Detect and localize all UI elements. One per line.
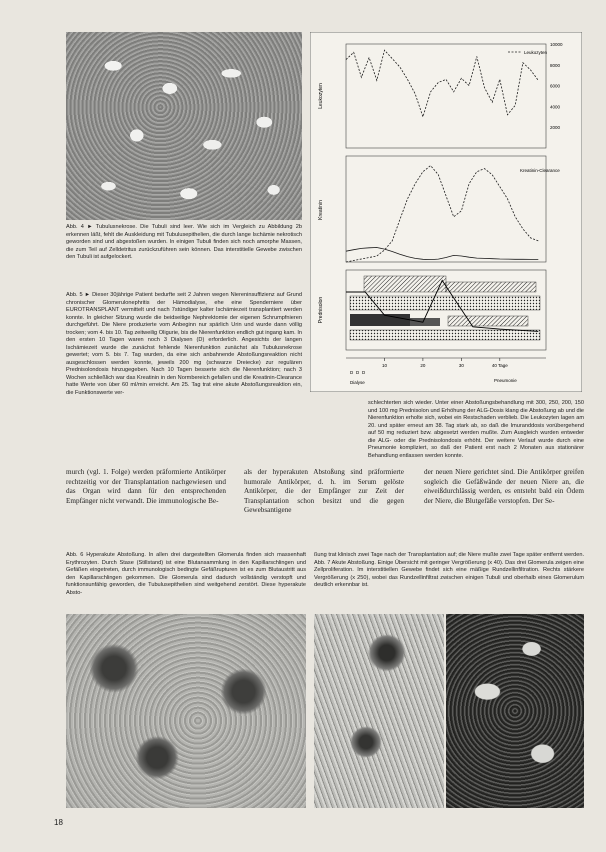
x-bottom-label-dialysis: Dialyse <box>350 380 365 385</box>
fig5-chart <box>310 32 582 392</box>
x-tick-label: 30 <box>458 363 464 368</box>
fig7-caption: ßung trat klinisch zwei Tage nach der Transplantation auf; die Niere mußte zwei Tage später entfernt werden. Abb. 7 Akute Abstoßung. Einige Übersicht mit geringer Vergrößerung (x 40). Das drei Glomerula zeigen eine Zellproliferation. Im interstitiellen Gewebe findet sich eine mäßige Rundzellinfiltration. Rechts stärkere Vergrößerung (x 250), wobei das Rundzellinfiltrat zwischen einigen Tubuli und oberhalb eines Glomerulum deutlich erkennbar ist. <box>314 552 584 588</box>
leukocyte-ytick-label: 2000 <box>550 125 561 131</box>
x-start-label-3: D <box>362 370 366 375</box>
page-number: 18 <box>54 818 63 827</box>
panel2-ylabel: Kreatinin <box>318 200 324 220</box>
x-tick-label: 10 <box>381 363 388 368</box>
panel1-ylabel: Leukozyten <box>318 83 324 109</box>
fig5-caption-right: schlechterten sich wieder. Unter einer Abstoßungsbehandlung mit 300, 250, 200, 150 und 100 mg Prednisolon und Erhöhung der ALG-Dosis klang die Abstoßung ab und die Nierenfunktion erholte sich, wobei ein Restschaden verblieb. Die Leukozyten lagen am 20. und später erneut am 38. Tag stark ab, so daß die Imuranddosis vorübergehend auf 50 mg reduziert bzw. abgesetzt werden mußte. Zum Ausgleich wurden entweder die ALG- oder die Prednisolondosis erhöht. Der weitere Verlauf wurde durch eine Pneumonie kompliziert, so daß der Patient erst nach 2 Monaten aus stationärer Behandlung entlassen werden konnte. <box>368 400 584 459</box>
x-tick-label: 40 Tage <box>491 363 508 368</box>
x-tick-label: 20 <box>420 363 426 368</box>
fig7-micrograph-high <box>446 614 584 808</box>
leukocyte-ytick-label: 10000 <box>550 42 563 47</box>
leukocyte-ytick-label: 6000 <box>550 83 561 89</box>
leukocyte-ytick-label: 8000 <box>550 62 561 68</box>
legend-leukocytes: Leukozyten <box>524 50 548 55</box>
fig5-caption-left: Abb. 5 ► Dieser 30jährige Patient bedurfte seit 2 Jahren wegen Niereninsuffizienz auf Grund chronischer Glomerulonephritis der Hämodialyse, ehe eine Spenderniere über EUROTRANSPLANT vermittelt und nach 7stündiger kalter Ischämiezeit transplantiert werden konnte. In gleicher Sitzung wurde die beidseitige Nephrektomie der eigenen Schrumpfnieren durchgeführt. Die Niere produzierte vom Anbeginn nur spärlich Urin und wurde dann völlig trocken; vom 4. bis 10. Tag zeitweilig Oligurie, bis die Nierenfunktion endlich gut ingang kam. In den ersten 10 Tagen waren noch 3 Dialysen (D) erforderlich. Angesichts der langen Ischämiezeit wurde die zunächst fehlende Nierenfunktion zunächst als Tubulusnekrose gewertet; vom 5. bis 7. Tag wurden, da eine sich anbahnende Abstoßungsreaktion nicht ausgeschlossen werden konnte, jeweils 200 mg (schwarze Dreiecke) zur regulären Prednisolondosis hinzugegeben. Nach 10 Tagen besserte sich die Nierenfunktion; nach 3 Wochen schließlich war das Kreatinin in den Normbereich gefallen und die Kreatinin-Clearance hatte Werte von über 60 ml/min erreicht. Am 25. Tag trat eine akute Abstoßungsreaktion ein, die Funktionswerte ver- <box>66 292 302 396</box>
body-column-3: der neuen Niere gerichtet sind. Die Antikörper greifen sogleich die Gefäßwände der neuen Niere an, die eiweißdurchlässig werden, es entsteht bald ein Ödem der Niere, die Blutgefäße verstopfen. Der Se- <box>424 468 584 505</box>
body-column-1: murch (vgl. 1. Folge) werden präformierte Antikörper rechtzeitig vor der Transplantation nachgewiesen und das Organ wird dann für den entsprechenden Empfänger nicht verwandt. Die immunologische Be- <box>66 468 226 505</box>
fig6-micrograph <box>66 614 306 808</box>
body-column-2: als der hyperakuten Abstoßung sind präformierte humorale Antikörper, d. h. im Serum gelöste Antikörper, die der Empfänger zur Zeit der Transplantation schon besitzt und die gegen Gewebsantigene <box>244 468 404 515</box>
leukocyte-ytick-label: 4000 <box>550 104 561 110</box>
panel3-ylabel: Prednisolon <box>318 296 324 324</box>
fig4-micrograph <box>66 32 302 220</box>
fig6-caption: Abb. 6 Hyperakute Abstoßung. In allen drei dargestellten Glomerula finden sich massenhaft Erythrozyten. Durch Stase (Stillstand) ist eine Blutansammlung in den Kapillarschlingen und Gefäßen eingetreten, durch immunologisch bedingte Gefäßrupturen ist es zum Blutaustritt aus den Kapillarschlingen gekommen. Die Glomerula sind dadurch vollständig verstopft und funktionsunfähig geworden, die Tubulusepithelien sind weitgehend zerstört. Diese hyperakute Absto- <box>66 552 306 596</box>
x-start-label-2: D <box>356 370 360 375</box>
x-bottom-label-pneumonia: Pneumonie <box>494 378 517 383</box>
fig4-caption: Abb. 4 ► Tubulusnekrose. Die Tubuli sind leer. Wie sich im Vergleich zu Abbildung 2b erkennen läßt, fehlt die Auskleidung mit Tubulusepithelien, die durch lange Ischämie nekrotisch geworden sind und abgestoßen wurden. In einigen Tubuli finden sich noch amorphe Massen, die zum Teil auf Zelldetritus zurückzuführen sein können. Das interstitielle Gewebe zwischen den Tubuli ist aufgelockert. <box>66 224 302 260</box>
x-start-label-1: D <box>350 370 354 375</box>
fig7-micrograph-low <box>314 614 444 808</box>
legend-clearance: Kreatinin-Clearance <box>520 168 560 173</box>
